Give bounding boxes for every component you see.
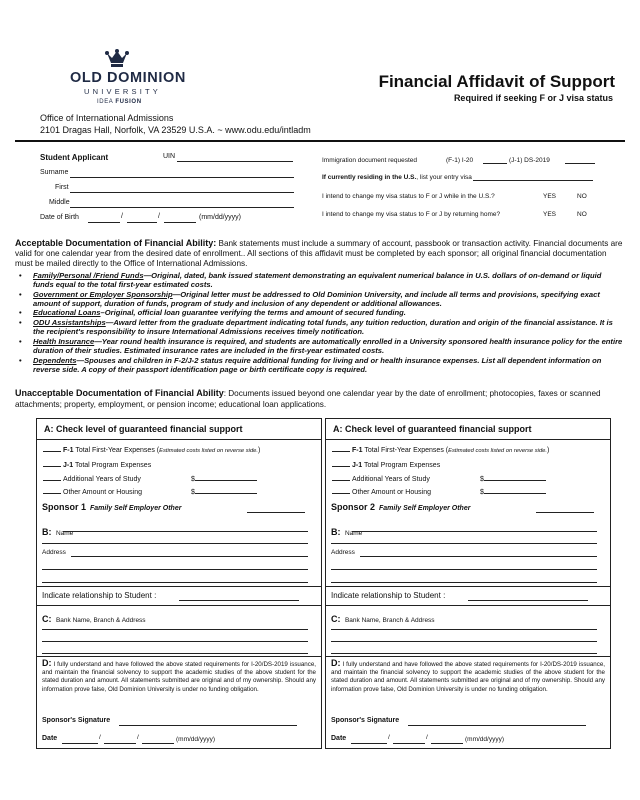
additional-years-checkline[interactable] (43, 474, 61, 481)
doc-text: —Spouses and children in F-2/J-2 status require additional funding for living and or health insurance expenses. List all dependent information on reverse side. A copy of their passport identification page or birth certificate copy is required. (33, 355, 602, 375)
dob-year-field[interactable] (164, 215, 196, 223)
relationship-field[interactable] (179, 600, 299, 601)
c-letter: C: (331, 614, 341, 624)
check-level-heading: A: Check level of guaranteed financial support (333, 424, 532, 434)
logo-name: OLD DOMINION (70, 70, 186, 86)
sponsor-types: Family Self Employer Other (379, 505, 471, 512)
additional-years-option[interactable] (332, 474, 430, 483)
change-returning-yes[interactable]: YES (543, 211, 557, 218)
relationship-label: Indicate relationship to Student : (42, 591, 157, 600)
sponsor-number: Sponsor 1 (42, 502, 87, 512)
crown-logo-icon (104, 49, 130, 69)
dollar-sign: $ (191, 489, 195, 496)
additional-years-label: Additional Years of Study (352, 476, 430, 483)
sponsor-name-field[interactable] (352, 531, 597, 532)
address-line-2[interactable] (331, 569, 597, 570)
uin-field[interactable] (177, 154, 293, 162)
address-line-2[interactable] (42, 569, 308, 570)
bank-line-3[interactable] (42, 653, 308, 654)
change-returning-no[interactable]: NO (577, 211, 587, 218)
date-slash: / (99, 734, 101, 741)
uin-label: UIN (163, 153, 176, 160)
student-applicant-label: Student Applicant (40, 153, 109, 162)
f1-text: Total First-Year Expenses ( (362, 447, 449, 454)
j1-prefix: J-1 (352, 462, 363, 469)
date-label: Date (42, 735, 58, 742)
dollar-sign: $ (480, 476, 484, 483)
bank-row (331, 609, 435, 627)
dob-format: (mm/dd/yyyy) (199, 214, 241, 221)
immigration-j1-option: (J-1) DS-2019 (509, 157, 550, 164)
entry-visa-field[interactable] (473, 175, 593, 181)
acceptable-heading: Acceptable Documentation of Financial Ability: (15, 238, 217, 248)
d-letter: D: (42, 658, 52, 668)
acceptable-documentation (15, 238, 623, 375)
bank-line-1[interactable] (331, 629, 597, 630)
other-type-field[interactable] (536, 512, 594, 513)
doc-text: —Award letter from the graduate department indicating total funds, any tuition reduction, duration and origin of the financial assistance. It is the recipient's responsibility to insure International Admissions receives timely notification. (33, 318, 613, 337)
sponsor-types: Family Self Employer Other (90, 505, 182, 512)
j1-checkline[interactable] (43, 460, 61, 467)
declaration-text (331, 659, 605, 694)
f1-close: ) (547, 447, 550, 454)
bank-line-2[interactable] (331, 641, 597, 642)
unacceptable-text: : Documents issued beyond one calendar year by the date of enrollment; photocopies, faxes or scanned attachments; property, employment, or pension income; educational loan applications. (15, 389, 601, 409)
change-returning-question: I intend to change my visa status to F or J by returning home? (322, 211, 501, 218)
section-divider (37, 656, 321, 657)
sponsor-label (331, 502, 470, 512)
name-label: Name (55, 530, 74, 537)
b-letter: B: (331, 527, 341, 537)
immigration-j1-checkline[interactable] (565, 158, 595, 164)
date-slash: / (137, 734, 139, 741)
sponsor-name-line-2[interactable] (331, 543, 597, 544)
relationship-label: Indicate relationship to Student : (331, 591, 446, 600)
address-label: Address (331, 549, 355, 556)
entry-visa-bold: If currently residing in the U.S. (322, 174, 417, 181)
other-amount-amount[interactable] (191, 487, 257, 496)
unacceptable-heading: Unacceptable Documentation of Financial Ability (15, 388, 224, 398)
date-day-field[interactable] (393, 743, 425, 744)
j1-prefix: J-1 (63, 462, 74, 469)
relationship-field[interactable] (468, 600, 588, 601)
f1-note: Estimated costs listed on reverse side. (448, 448, 548, 454)
date-month-field[interactable] (351, 743, 387, 744)
signature-field[interactable] (408, 725, 586, 726)
declaration-body: I fully understand and have followed the above stated requirements for I-20/DS-2019 issuance, and maintain the financial solvency to support the academic studies of the above student for the stated duration and amount. All statements submitted are original and of my ownership. Should any information prove false, Old Dominion University is under no funding obligation. (42, 661, 316, 693)
acceptable-list (15, 271, 623, 375)
form-title: Financial Affidavit of Support (378, 72, 615, 91)
dob-day-field[interactable] (127, 215, 157, 223)
list-item (15, 337, 623, 355)
doc-term: Family/Personal /Friend Funds (33, 270, 144, 280)
additional-years-checkline[interactable] (332, 474, 350, 481)
heading-divider (37, 439, 321, 440)
date-slash: / (388, 734, 390, 741)
f1-text: Total First-Year Expenses ( (73, 447, 160, 454)
other-amount-label: Other Amount or Housing (63, 489, 142, 496)
address-label: Address (42, 549, 66, 556)
sponsor-label (42, 502, 181, 512)
doc-term: Health Insurance (33, 337, 95, 347)
section-divider (37, 605, 321, 606)
entry-visa-label (322, 174, 472, 181)
middle-label: Middle (49, 199, 70, 206)
signature-field[interactable] (119, 725, 297, 726)
section-divider (326, 586, 610, 587)
acceptable-intro-text: Bank statements must include a summary of account, passbook or transaction activity. Financial documents are valid for one calendar year from the desired date of enrollment.. All sections of this affidavit must be completed by each sponsor; all original financial documentation must be mailed directly to the Office of International Admissions. (15, 239, 623, 269)
header-divider (15, 140, 625, 142)
surname-label: Surname (40, 169, 69, 176)
other-type-field[interactable] (247, 512, 305, 513)
j1-text: Total Program Expenses (73, 462, 152, 469)
sponsor-1-box (36, 418, 322, 749)
acceptable-intro (15, 238, 623, 270)
doc-text: —Original, dated, bank issued statement demonstrating an equivalent numerical balance in U.S. dollars of on-demand or liquid funds equal to the total first-year estimated costs. (33, 270, 602, 289)
doc-term: ODU Assistantships (33, 318, 106, 328)
list-item (15, 290, 623, 308)
doc-text: —Original letter must be addressed to Old Dominion University, and include all terms and provisions, specifying exact amount of support, duration of funds, program of study and inclusion of any dependent or additional allowances. (33, 289, 600, 308)
doc-text: –Original, official loan guarantee verifying the terms and amount of secured funding. (100, 308, 406, 318)
name-label: Name (344, 530, 363, 537)
office-name: Office of International Admissions (40, 113, 174, 123)
declaration-body: I fully understand and have followed the above stated requirements for I-20/DS-2019 issuance, and maintain the financial solvency to support the academic studies of the above student for the stated duration and amount. All statements submitted are original and of my ownership. Should any information prove false, Old Dominion University is under no funding obligation. (331, 661, 605, 693)
logo-university: UNIVERSITY (84, 87, 162, 96)
doc-term: Educational Loans (33, 308, 101, 318)
sponsor-number: Sponsor 2 (331, 502, 376, 512)
f1-note: Estimated costs listed on reverse side. (159, 448, 259, 454)
b-letter: B: (42, 527, 52, 537)
date-year-field[interactable] (431, 743, 463, 744)
date-day-field[interactable] (104, 743, 136, 744)
doc-term: Government or Employer Sponsorship (33, 289, 173, 299)
f1-close: ) (258, 447, 261, 454)
f1-option[interactable] (332, 445, 549, 454)
doc-term: Dependents (33, 355, 77, 365)
list-item (15, 308, 623, 317)
immigration-doc-label: Immigration document requested (322, 157, 418, 164)
other-amount-label: Other Amount or Housing (352, 489, 431, 496)
form-subtitle: Required if seeking F or J visa status (453, 93, 613, 103)
change-in-us-question: I intend to change my visa status to F or J while in the U.S.? (322, 193, 495, 200)
section-divider (37, 586, 321, 587)
immigration-f1-checkline[interactable] (483, 158, 507, 164)
date-month-field[interactable] (62, 743, 98, 744)
surname-field[interactable] (70, 170, 294, 178)
f1-checkline[interactable] (43, 445, 61, 452)
office-address: 2101 Dragas Hall, Norfolk, VA 23529 U.S.A. ~ www.odu.edu/intladm (40, 125, 311, 135)
middle-name-field[interactable] (70, 200, 294, 208)
d-letter: D: (331, 658, 341, 668)
first-name-field[interactable] (70, 185, 294, 193)
j1-option[interactable] (43, 460, 151, 469)
address-line-3[interactable] (42, 582, 308, 583)
amount-field[interactable] (195, 487, 257, 494)
amount-field[interactable] (484, 487, 546, 494)
date-slash: / (426, 734, 428, 741)
f1-prefix: F-1 (63, 447, 74, 454)
bank-line-2[interactable] (42, 641, 308, 642)
declaration-text (42, 659, 316, 694)
other-amount-checkline[interactable] (332, 487, 350, 494)
bank-label: Bank Name, Branch & Address (344, 617, 435, 624)
immigration-f1-option: (F-1) I-20 (446, 157, 474, 164)
sponsor-name-field[interactable] (63, 531, 308, 532)
other-amount-option[interactable] (332, 487, 431, 496)
heading-divider (326, 439, 610, 440)
dob-slash: / (158, 213, 160, 220)
change-in-us-no[interactable]: NO (577, 193, 587, 200)
j1-text: Total Program Expenses (362, 462, 441, 469)
check-level-heading: A: Check level of guaranteed financial support (44, 424, 243, 434)
section-divider (326, 656, 610, 657)
sponsor-name-line-2[interactable] (42, 543, 308, 544)
first-label: First (55, 184, 69, 191)
amount-field[interactable] (484, 474, 546, 481)
c-letter: C: (42, 614, 52, 624)
logo-tagline (97, 99, 142, 105)
bank-row (42, 609, 146, 627)
bank-line-3[interactable] (331, 653, 597, 654)
amount-field[interactable] (195, 474, 257, 481)
address-line-3[interactable] (331, 582, 597, 583)
logo-tagline-prefix: IDEA (97, 99, 114, 105)
dollar-sign: $ (191, 476, 195, 483)
bank-line-1[interactable] (42, 629, 308, 630)
additional-years-amount[interactable] (191, 474, 257, 483)
j1-option[interactable] (332, 460, 440, 469)
additional-years-amount[interactable] (480, 474, 546, 483)
dob-label: Date of Birth (40, 214, 79, 221)
date-label: Date (331, 735, 347, 742)
dob-slash: / (121, 213, 123, 220)
signature-label: Sponsor's Signature (331, 717, 400, 724)
section-divider (326, 605, 610, 606)
additional-years-option[interactable] (43, 474, 141, 483)
other-amount-option[interactable] (43, 487, 142, 496)
list-item (15, 318, 623, 336)
list-item (15, 271, 623, 289)
signature-label: Sponsor's Signature (42, 717, 111, 724)
f1-option[interactable] (43, 445, 260, 454)
f1-checkline[interactable] (332, 445, 350, 452)
logo-tagline-bold: FUSION (115, 99, 142, 105)
entry-visa-rest: , list your entry visa (416, 174, 472, 181)
f1-prefix: F-1 (352, 447, 363, 454)
dollar-sign: $ (480, 489, 484, 496)
dob-month-field[interactable] (88, 215, 120, 223)
doc-text: —Year round health insurance is required, and students are automatically enrolled in a University sponsored health insurance policy for the entire duration of their studies. Estimated insurance rates are included in the first-year estimated costs. (33, 337, 623, 356)
additional-years-label: Additional Years of Study (63, 476, 141, 483)
j1-checkline[interactable] (332, 460, 350, 467)
date-year-field[interactable] (142, 743, 174, 744)
date-format: (mm/dd/yyyy) (465, 736, 504, 743)
other-amount-checkline[interactable] (43, 487, 61, 494)
date-format: (mm/dd/yyyy) (176, 736, 215, 743)
address-field[interactable] (71, 556, 308, 557)
unacceptable-documentation (15, 388, 625, 410)
bank-label: Bank Name, Branch & Address (55, 617, 146, 624)
address-field[interactable] (360, 556, 597, 557)
sponsor-2-box (325, 418, 611, 749)
other-amount-amount[interactable] (480, 487, 546, 496)
list-item (15, 356, 623, 374)
change-in-us-yes[interactable]: YES (543, 193, 557, 200)
